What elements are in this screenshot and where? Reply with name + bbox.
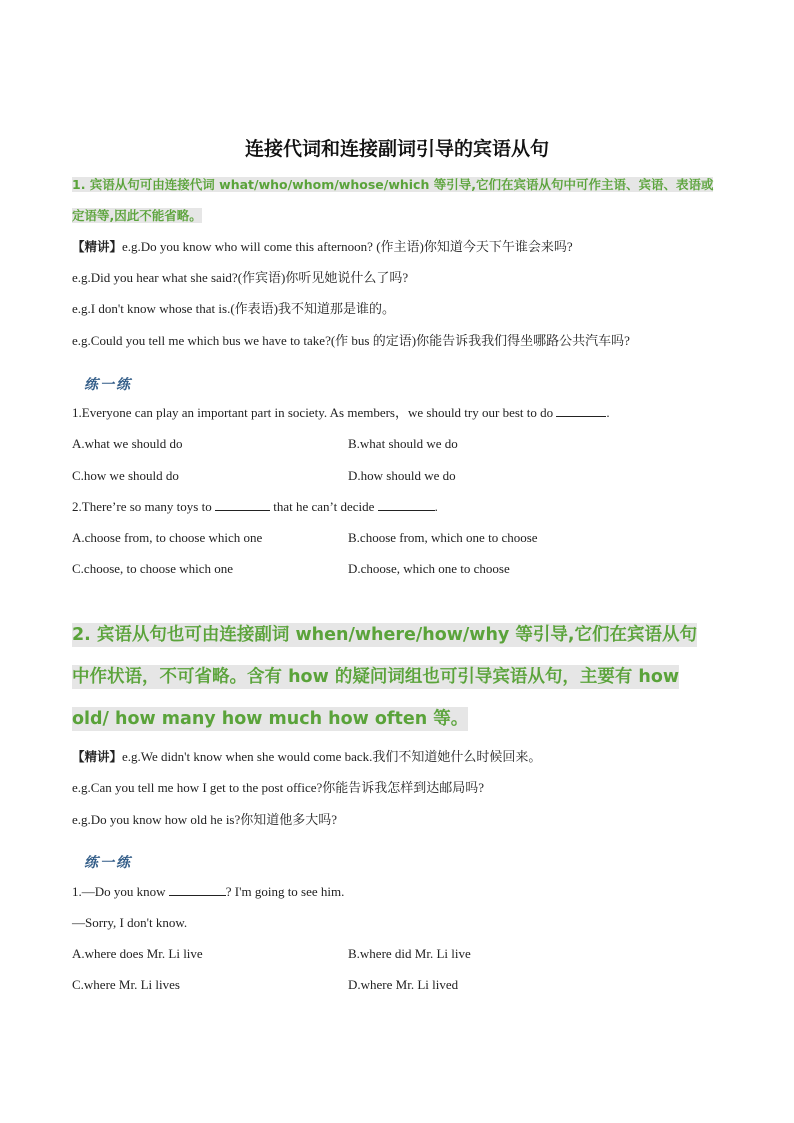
s2-q1-option-a[interactable]: A.where does Mr. Li live <box>72 946 203 961</box>
jingjiang-tag: 【精讲】 <box>72 239 123 254</box>
s1-q1-option-d[interactable]: D.how should we do <box>348 468 456 483</box>
s1-q1-option-b[interactable]: B.what should we do <box>348 436 458 451</box>
s1-q2-option-b[interactable]: B.choose from, which one to choose <box>348 530 538 545</box>
section1-example-1: 【精讲】e.g.Do you know who will come this afternoon? (作主语)你知道今天下午谁会来吗? <box>72 239 573 254</box>
section1-example-4: e.g.Could you tell me which bus we have to take?(作 bus 的定语)你能告诉我我们得坐哪路公共汽车吗? <box>72 333 630 348</box>
s1-q1-option-a[interactable]: A.what we should do <box>72 436 183 451</box>
s1-q2-option-c[interactable]: C.choose, to choose which one <box>72 561 234 576</box>
answer-blank[interactable] <box>378 498 435 511</box>
section2-example-1: 【精讲】e.g.We didn't know when she would come back.我们不知道她什么时候回来。 <box>72 749 542 764</box>
s1-question-1: 1.Everyone can play an important part in society. As members，we should try our best to do . <box>72 405 610 420</box>
section1-example-2: e.g.Did you hear what she said?(作宾语)你听见她说什么了吗? <box>72 270 409 285</box>
answer-blank[interactable] <box>215 498 270 511</box>
s2-q1-option-b[interactable]: B.where did Mr. Li live <box>348 946 471 961</box>
s1-q2-option-d[interactable]: D.choose, which one to choose <box>348 561 510 576</box>
s1-q2-option-a[interactable]: A.choose from, to choose which one <box>72 530 263 545</box>
s1-q1-option-c[interactable]: C.how we should do <box>72 468 179 483</box>
s2-q1-reply: —Sorry, I don't know. <box>72 915 188 930</box>
s2-q1-option-c[interactable]: C.where Mr. Li lives <box>72 977 180 992</box>
answer-blank[interactable] <box>169 883 226 896</box>
section2-example-3: e.g.Do you know how old he is?你知道他多大吗? <box>72 812 338 827</box>
section2-heading-line3: old/ how many how much how often 等。 <box>72 709 469 729</box>
page-title: 连接代词和连接副词引导的宾语从句 <box>244 138 549 160</box>
answer-blank[interactable] <box>556 404 606 417</box>
s1-question-2: 2.There’re so many toys to that he can’t decide . <box>72 499 438 514</box>
section2-heading-line1: 2. 宾语从句也可由连接副词 when/where/how/why 等引导,它们在宾语从句 <box>72 625 698 645</box>
section1-heading-line1: 1. 宾语从句可由连接代词 what/who/whom/whose/which 等引导,它们在宾语从句中可作主语、宾语、表语或 <box>72 177 714 192</box>
s2-question-1: 1.—Do you know ? I'm going to see him. <box>72 884 345 899</box>
jingjiang-tag: 【精讲】 <box>72 749 123 764</box>
section2-heading-line2: 中作状语，不可省略。含有 how 的疑问词组也可引导宾语从句，主要有 how <box>72 667 680 687</box>
practice-label: 练一练 <box>84 855 132 871</box>
practice-label: 练一练 <box>84 377 132 393</box>
section1-heading-line2: 定语等,因此不能省略。 <box>72 208 202 223</box>
section2-example-2: e.g.Can you tell me how I get to the post office?你能告诉我怎样到达邮局吗? <box>72 780 485 795</box>
s2-q1-option-d[interactable]: D.where Mr. Li lived <box>348 977 459 992</box>
section1-example-3: e.g.I don't know whose that is.(作表语)我不知道那是谁的。 <box>72 301 395 316</box>
